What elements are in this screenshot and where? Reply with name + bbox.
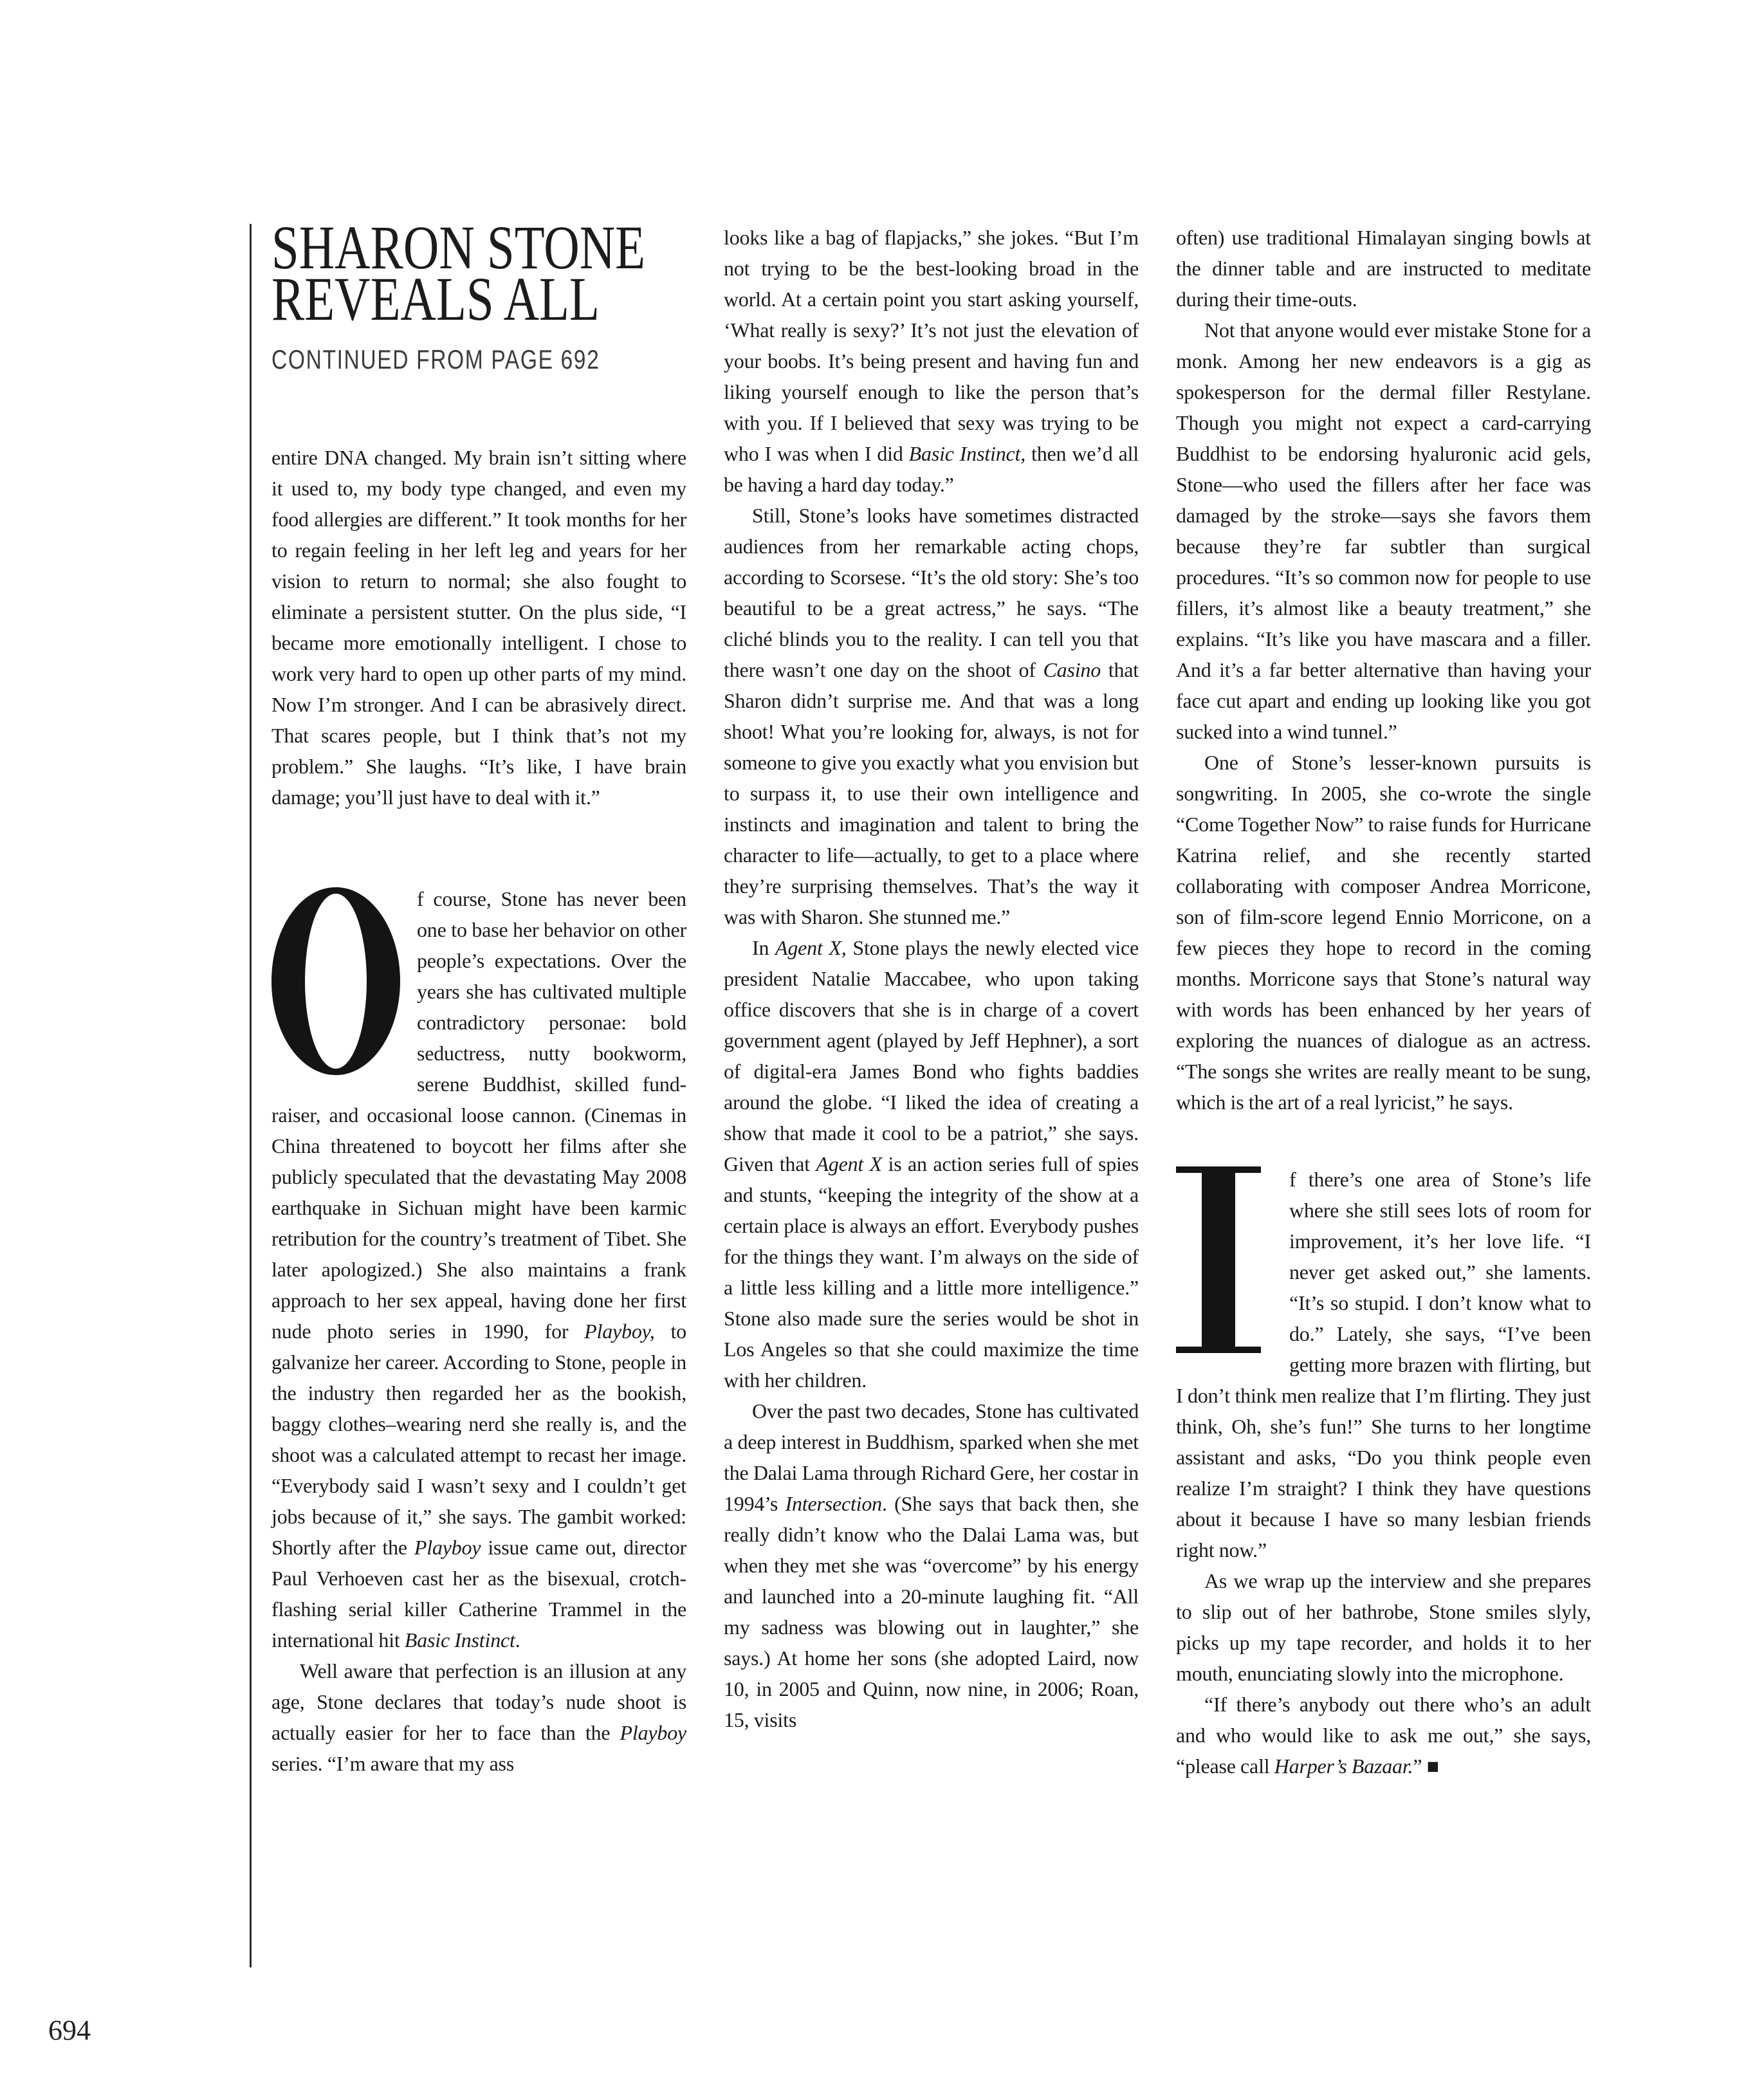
title-line-1: SHARON STONE [271,213,646,282]
article-body [271,213,1591,1782]
page-number: 694 [48,2014,91,2046]
paragraph-text: f course, Stone has never been one to base her behavior on other people’s expectations. Over the years she has cultivated multiple contradictory personae: bold seductress, nutty bookworm, serene Buddhist, skilled fund-raiser, and occasional loose cannon. (Cinemas in China threatened to boycott her films after she publicly speculated that the devastating May 2008 earthquake in Sichuan might have been karmic retribution for the country’s treatment of Tibet. She later apologized.) She also maintains a frank approach to her sex appeal, having done her first nude photo series in 1990, for Playboy, to galvanize her career. According to Stone, people in the industry then regarded her as the bookish, baggy clothes–wearing nerd she really is, and the shoot was a calculated attempt to recast her image. “Everybody said I wasn’t sexy and I couldn’t get jobs because of it,” she says. The gambit worked: Shortly after the Playboy issue came out, director Paul Verhoeven cast her as the bisexual, crotch-flashing serial killer Catherine Trammel in the international hit Basic Instinct. [271,887,686,1652]
paragraph-text: f there’s one area of Stone’s life where she still sees lots of room for improvement, it’s her love life. “I never get asked out,” she laments. “It’s so stupid. I don’t know what to do.” Lately, she says, “I’ve been getting more brazen with flirting, but I don’t think men realize that I’m flirting. They just think, Oh, she’s fun!” She turns to her longtime assistant and asks, “Do you think people even realize I’m straight? I think they have questions about it because I have so many lesbian friends right now.” [1176,1168,1591,1561]
paragraph: entire DNA changed. My brain isn’t sitting where it used to, my body type changed, and even my food allergies are different.” It took months for her to regain feeling in her left leg and years for her vision to return to normal; she also fought to eliminate a persistent stutter. On the plus side, “I became more emotionally intelligent. I chose to work very hard to open up other parts of my mind. Now I’m stronger. And I can be abrasively direct. That scares people, but I think that’s not my problem.” She laughs. “It’s like, I have brain damage; you’ll just have to deal with it.” [271,446,686,809]
article-title [271,213,646,333]
dropcap-letter-o [271,887,400,1075]
paragraph-dropcap-i [1176,1164,1591,1565]
dropcap-letter-i [1176,1166,1261,1353]
paragraph: In Agent X, Stone plays the newly elected vice president Natalie Maccabee, who upon taking office discovers that she is in charge of a covert government agent (played by Jeff Hephner), a sort of digital-era James Bond who fights baddies around the globe. “I liked the idea of creating a show that made it cool to be a patriot,” she says. Given that Agent X is an action series full of spies and stunts, “keeping the integrity of the show at a certain place is always an effort. Everybody pushes for the things they want. I’m always on the side of a little less killing and a little more intelligence.” Stone also made sure the series would be shot in Los Angeles so that she could maximize the time with her children. [724,936,1139,1392]
paragraph: As we wrap up the interview and she prepares to slip out of her bathrobe, Stone smiles slyly, picks up my tape recorder, and holds it to her mouth, enunciating slowly into the microphone. [1176,1569,1591,1685]
paragraph: looks like a bag of flapjacks,” she jokes. “But I’m not trying to be the best-looking broad in the world. At a certain point you start asking yourself, ‘What really is sexy?’ It’s not just the elevation of your boobs. It’s being present and having fun and liking yourself enough to like the person that’s with you. If I believed that sexy was trying to be who I was when I did Basic Instinct, then we’d all be having a hard day today.” [724,226,1139,496]
continued-from-label: CONTINUED FROM PAGE 692 [271,344,600,374]
paragraph: Well aware that perfection is an illusion at any age, Stone declares that today’s nude shoot is actually easier for her to face than the Playboy series. “I’m aware that my ass [271,1659,686,1775]
end-mark: ■ [1426,1755,1439,1778]
column-rule [250,224,252,1967]
paragraph: often) use traditional Himalayan singing bowls at the dinner table and are instructed to meditate during their time-outs. [1176,226,1591,311]
paragraph: Still, Stone’s looks have sometimes distracted audiences from her remarkable acting chops, according to Scorsese. “It’s the old story: She’s too beautiful to be a great actress,” he says. “The cliché blinds you to the reality. I can tell you that there wasn’t one day on the shoot of Casino that Sharon didn’t surprise me. And that was a long shoot! What you’re looking for, always, is not for someone to give you exactly what you envision but to surpass it, to use their own intelligence and instincts and imagination and talent to bring the character to life—actually, to get to a place where they’re surprising themselves. That’s the way it was with Sharon. She stunned me.” [724,504,1139,928]
column-3 [1176,222,1591,1782]
title-line-2: REVEALS ALL [271,264,600,333]
paragraph: Not that anyone would ever mistake Stone for a monk. Among her new endeavors is a gig as spokesperson for the dermal filler Restylane. Though you might not expect a card-carrying Buddhist to be endorsing hyaluronic acid gels, Stone—who used the fillers after her face was damaged by the stroke—says she favors them because they’re far subtler than surgical procedures. “It’s so common now for people to use fillers, it’s almost like a beauty treatment,” she explains. “It’s like you have mascara and a filler. And it’s a far better alternative than having your face cut apart and ending up looking like you got sucked into a wind tunnel.” [1176,318,1591,743]
article-header [271,213,686,442]
column-2 [724,222,1139,1782]
paragraph: One of Stone’s lesser-known pursuits is songwriting. In 2005, she co-wrote the single “Come Together Now” to raise funds for Hurricane Katrina relief, and she recently started collaborating with composer Andrea Morricone, son of film-score legend Ennio Morricone, on a few pieces they hope to record in the coming months. Morricone says that Stone’s natural way with words has been enhanced by her years of exploring the nuances of dialogue as an actress. “The songs she writes are really meant to be sung, which is the art of a real lyricist,” he says. [1176,751,1591,1114]
paragraph-text: “If there’s anybody out there who’s an adult and who would like to ask me out,” she says, “please call Harper’s Bazaar.” [1176,1693,1591,1778]
paragraph-dropcap-o [271,883,686,1655]
column-1 [271,213,686,1782]
paragraph [1176,1689,1591,1782]
paragraph: Over the past two decades, Stone has cultivated a deep interest in Buddhism, sparked when she met the Dalai Lama through Richard Gere, her costar in 1994’s Intersection. (She says that back then, she really didn’t know who the Dalai Lama was, but when they met she was “overcome” by his energy and launched into a 20-minute laughing fit. “All my sadness was blowing out in laughter,” she says.) At home her sons (she adopted Laird, now 10, in 2005 and Quinn, now nine, in 2006; Roan, 15, visits [724,1399,1139,1731]
